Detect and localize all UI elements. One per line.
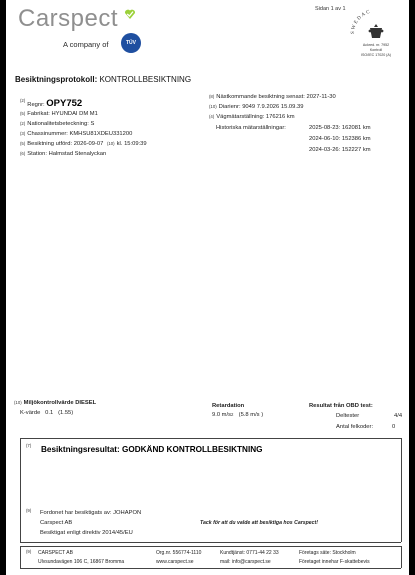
deltester-value: 4/4 — [394, 413, 403, 419]
odometer-history-label: Historiska mätarställningar: — [216, 125, 286, 131]
inspector-company: Carspect AB — [40, 520, 73, 526]
swedac-iso: ISO/IEC 17020 (A) — [361, 53, 391, 57]
tuv-badge-icon: TÜV — [121, 33, 141, 53]
swedac-seal-icon — [346, 4, 406, 72]
inspector-section-number: (9) — [26, 508, 32, 513]
footer-left-border — [20, 546, 21, 568]
station-row: $^{(6)}$ Station: Halmstad Stenalyckan — [20, 151, 107, 157]
obd-label: Resultat från OBD test: — [309, 403, 373, 409]
result-box-bottom-border — [20, 542, 401, 543]
footer-section-number: (9) — [26, 549, 32, 554]
result-box-left-border — [20, 438, 21, 542]
emissions-heading: $^{(10)}$ Miljökontrollvärde DIESEL — [14, 400, 97, 406]
footer-org-number: Org.nr. 556774-1110 — [156, 550, 202, 556]
thank-you-message: Tack för att du valde att besiktiga hos Carspect! — [200, 520, 318, 526]
inspector-line: Fordonet har besiktigats av: JOHAPON — [40, 510, 142, 516]
result-box-top-border — [20, 438, 401, 439]
svg-text:SWEDAC: SWEDAC — [350, 9, 372, 35]
swedac-kontroll: Kontroll — [369, 48, 383, 52]
retardation-value-row: 9.0 $m/s^2$ (5.8 m/s ) — [212, 412, 264, 418]
k-value-row: K-värde 0.1 (1.55) — [20, 410, 74, 416]
odometer-history-row: 2024-06-10: 152386 km — [309, 136, 371, 142]
deltester-label: Deltester — [336, 413, 360, 419]
footer-right-border — [401, 546, 402, 568]
result-box-right-border — [401, 438, 402, 542]
fabrikat-row: $^{(5)}$ Fabrikat: HYUNDAI DM M1 — [20, 111, 98, 117]
company-of-text: A company of — [63, 40, 109, 49]
nationality-row: $^{(2)}$ Nationalitetsbeteckning: S — [20, 121, 95, 127]
carspect-logo: Carspect — [18, 5, 119, 32]
felkoder-value: 0 — [392, 424, 396, 430]
carspect-logo-check-icon — [124, 8, 136, 20]
inspection-result: Besiktningsresultat: GODKÄND KONTROLLBESIKTNING — [41, 445, 263, 454]
swedac-ackred: Ackred. nr. 7952 — [362, 43, 390, 47]
diarienr-row: $^{(10)}$ Diarienr: 9049 7.9.2026 15.09.39 — [209, 104, 304, 110]
protocol-title — [15, 75, 191, 84]
footer-seat: Företags säte: Stockholm — [299, 550, 356, 556]
footer-phone: Kundtjänst: 0771-44 22 33 — [220, 550, 279, 556]
chassis-row: $^{(3)}$ Chassinummer: KMHSU81XDEU331200 — [20, 131, 133, 137]
inspector-directive: Besiktigat enligt direktiv 2014/45/EU — [40, 530, 133, 536]
protocol-title-label: Besiktningsprotokoll: — [15, 75, 98, 84]
footer-top-border — [20, 546, 401, 547]
footer-email: mail: info@carspect.se — [220, 559, 271, 565]
inspection-date-row: $^{(5)}$ Besiktning utförd: 2026-09-07 $^{(10)}$ kl. 15:09:39 — [20, 141, 147, 147]
footer-company: CARSPECT AB — [38, 550, 73, 556]
odometer-history-row: 2024-03-26: 152227 km — [309, 147, 371, 153]
odometer-history-row: 2025-08-23: 162081 km — [309, 125, 371, 131]
next-inspection-row: $^{(8)}$ Nästkommande besiktning senast: 2027-11-30 — [209, 94, 336, 100]
footer-tax: Företaget innehar F-skattebevis — [299, 559, 370, 565]
odometer-row: $^{(4)}$ Vägmätarställning: 176216 km — [209, 114, 295, 120]
retardation-label: Retardation — [212, 403, 245, 409]
regnr-row: $^{(2)}$Regnr: OPY752 — [20, 98, 83, 109]
felkoder-label: Antal felkoder: — [336, 424, 374, 430]
registration-number: OPY752 — [46, 98, 83, 109]
footer-bottom-border — [20, 568, 401, 569]
footer-website: www.carspect.se — [156, 559, 194, 565]
protocol-title-value: KONTROLLBESIKTNING — [99, 75, 192, 84]
result-section-number: (7) — [26, 443, 32, 448]
page-number: Sidan 1 av 1 — [315, 6, 346, 12]
inspection-protocol-page — [6, 0, 409, 575]
footer-address: Ulvsundavägen 106 C, 16867 Bromma — [38, 559, 125, 565]
